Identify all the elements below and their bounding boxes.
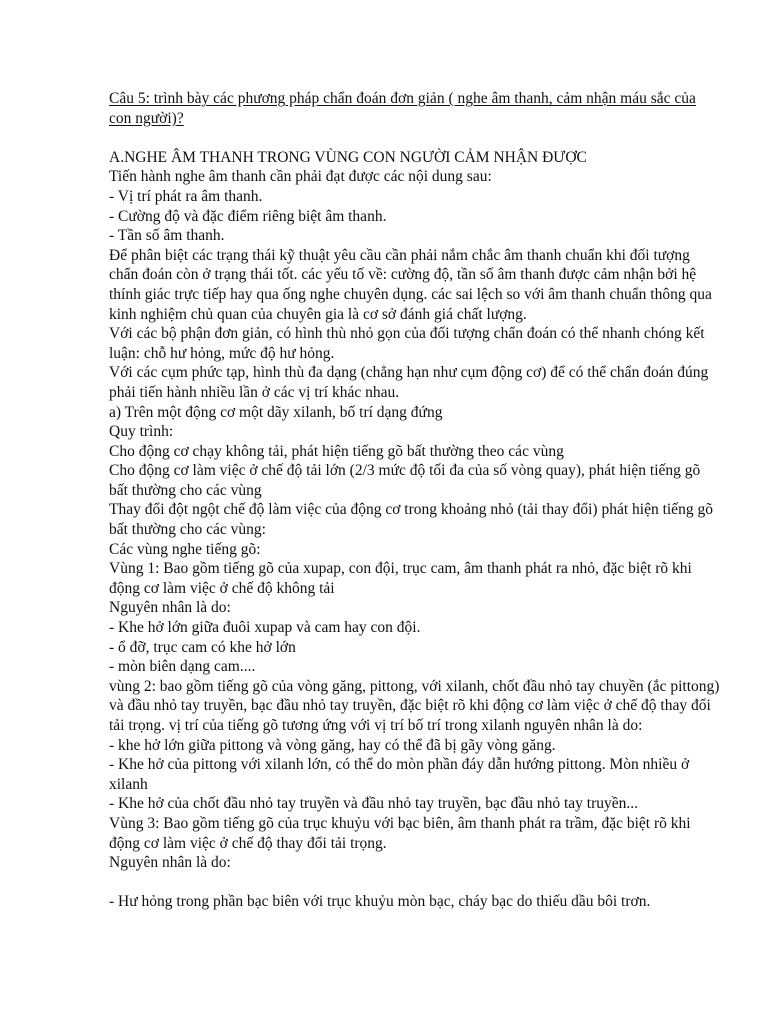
question-title: Câu 5: trình bày các phương pháp chẩn đoán đơn giản ( nghe âm thanh, cảm nhận máu sắc của con người)? <box>109 90 696 127</box>
paragraph: Nguyên nhân là do: <box>109 854 231 872</box>
bullet-item: - Khe hở của pittong với xilanh lớn, có thể do mòn phần đáy dẫn hướng pittong. Mòn nhiều ở xilanh <box>109 756 690 793</box>
bullet-item: - Vị trí phát ra âm thanh. <box>109 187 263 205</box>
paragraph: Cho động cơ làm việc ở chế độ tải lớn (2/3 mức độ tối đa của số vòng quay), phát hiện tiếng gõ bất thường cho các vùng <box>109 462 701 499</box>
document-page <box>109 89 721 912</box>
section-heading: A.NGHE ÂM THANH TRONG VÙNG CON NGƯỜI CẢM NHẬN ĐƯỢC <box>109 148 587 166</box>
bullet-item: - Cường độ và đặc điểm riêng biệt âm thanh. <box>109 207 387 225</box>
paragraph: Tiến hành nghe âm thanh cần phải đạt được các nội dung sau: <box>109 168 492 186</box>
bullet-item: - ổ đỡ, trục cam có khe hở lớn <box>109 638 296 656</box>
paragraph: Nguyên nhân là do: <box>109 599 231 617</box>
paragraph: Quy trình: <box>109 423 174 441</box>
paragraph: Vùng 3: Bao gồm tiếng gõ của trục khuỷu với bạc biên, âm thanh phát ra trầm, đặc biệt rõ khi động cơ làm việc ở chế độ thay đổi tải trọng. <box>109 814 691 852</box>
blank-line <box>109 128 721 148</box>
paragraph: Với các cụm phức tạp, hình thù đa dạng (chẳng hạn như cụm động cơ) để có thể chẩn đoán đúng phải tiến hành nhiều lần ở các vị trí khác nhau. <box>109 364 709 401</box>
bullet-item: - Tần số âm thanh. <box>109 227 225 245</box>
paragraph: Các vùng nghe tiếng gõ: <box>109 540 261 558</box>
paragraph: Để phân biệt các trạng thái kỹ thuật yêu cầu cần phải nắm chắc âm thanh chuẩn khi đối tượng chẩn đoán còn ở trạng thái tốt. các yếu tố về: cường độ, tần số âm thanh được cảm nhận bởi hệ thính giác trực tiếp hay qua ống nghe chuyên dụng. các sai lệch so với âm thanh chuẩn thông qua kinh nghiệm chủ quan của chuyên gia là cơ sở đánh giá chất lượng. <box>109 246 712 323</box>
paragraph: Thay đổi đột ngột chế độ làm việc của động cơ trong khoảng nhỏ (tải thay đổi) phát hiện tiếng gõ bất thường cho các vùng: <box>109 501 713 539</box>
bullet-item: - khe hở lớn giữa pittong và vòng găng, hay có thể đã bị gãy vòng găng. <box>109 736 556 754</box>
blank-line <box>109 873 721 893</box>
paragraph: vùng 2: bao gồm tiếng gõ của vòng găng, pittong, với xilanh, chốt đầu nhỏ tay chuyền (ắc pittong) và đầu nhỏ tay truyền, bạc đầu nhỏ tay truyền, đặc biệt rõ khi động cơ làm việc ở chế độ thay đổi tải trọng. vị trí của tiếng gõ tương ứng với vị trí bố trí trong xilanh nguyên nhân là do: <box>109 677 720 734</box>
bullet-item: - Khe hở lớn giữa đuôi xupap và cam hay con đội. <box>109 619 421 637</box>
bullet-item: - Khe hở của chốt đầu nhỏ tay truyền và đầu nhỏ tay truyền, bạc đầu nhỏ tay truyền... <box>109 795 639 813</box>
paragraph: Cho động cơ chạy không tải, phát hiện tiếng gõ bất thường theo các vùng <box>109 442 564 460</box>
bullet-item: - mòn biên dạng cam.... <box>109 658 256 676</box>
paragraph: Với các bộ phận đơn giản, có hình thù nhỏ gọn của đối tượng chẩn đoán có thể nhanh chóng kết luận: chỗ hư hỏng, mức độ hư hỏng. <box>109 325 705 362</box>
paragraph: a) Trên một động cơ một dãy xilanh, bố trí dạng đứng <box>109 403 443 421</box>
bullet-item: - Hư hỏng trong phần bạc biên với trục khuỷu mòn bạc, cháy bạc do thiếu dầu bôi trơn. <box>109 893 651 911</box>
paragraph: Vùng 1: Bao gồm tiếng gõ của xupap, con đội, trục cam, âm thanh phát ra nhỏ, đặc biệt rõ khi động cơ làm việc ở chế độ không tải <box>109 560 692 597</box>
